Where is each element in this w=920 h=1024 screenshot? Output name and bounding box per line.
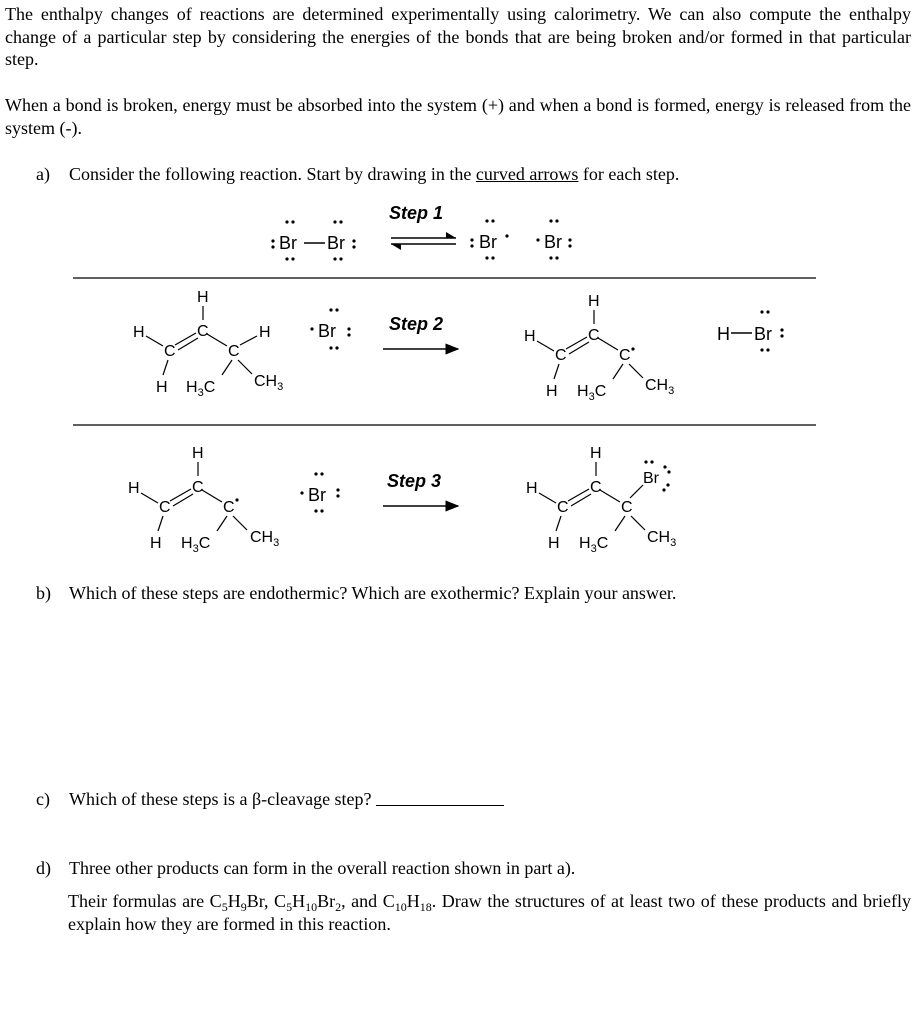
bromine-radical-step3 bbox=[300, 472, 339, 512]
ch3-group: $CH_3$ bbox=[645, 377, 675, 397]
c-atom: C bbox=[228, 343, 240, 360]
c-atom: C bbox=[159, 499, 171, 516]
allylic-radical-reactant bbox=[128, 445, 279, 555]
c-atom: C bbox=[588, 327, 600, 344]
question-c-text bbox=[69, 788, 504, 811]
h3c-group: $H_3C$ bbox=[577, 383, 607, 403]
brominated-product bbox=[526, 445, 676, 555]
intro-paragraph-2: When a bond is broken, energy must be absorbed into the system (+) and when a bond is formed, energy is released from the system (-). bbox=[5, 95, 911, 138]
c-atom: C bbox=[164, 343, 176, 360]
c-atom: C bbox=[557, 499, 569, 516]
step-2-row bbox=[133, 289, 784, 403]
step-3-label: Step 3 bbox=[387, 471, 442, 491]
c-atom: C bbox=[621, 499, 633, 516]
question-d-formulas: Their formulas are $C_5H_9Br$, $C_5H_{10}Br_2$, and $C_{10}H_{18}$. Draw the structures of at least two of these products and briefly explain how they are formed in this reaction. bbox=[68, 891, 912, 934]
h3c-group: $H_3C$ bbox=[186, 379, 216, 399]
br-atom-right: Br bbox=[327, 233, 345, 253]
intro-paragraph-1: The enthalpy changes of reactions are determined experimentally using calorimetry. We can also compute the enthalpy change of a particular step by considering the energies of the bonds that are being broken and/or formed in that particular step. bbox=[5, 4, 911, 69]
ch3-group: $CH_3$ bbox=[250, 529, 280, 549]
step-1-label: Step 1 bbox=[389, 203, 444, 223]
h-atom: H bbox=[548, 535, 560, 552]
c-atom: C bbox=[555, 347, 567, 364]
question-d-line1: Three other products can form in the overall reaction shown in part a). bbox=[69, 858, 576, 878]
question-d-label: d) bbox=[36, 858, 51, 878]
c-atom: C bbox=[590, 479, 602, 496]
bromine-molecule bbox=[271, 220, 355, 260]
question-b-text: Which of these steps are endothermic? Which are exothermic? Explain your answer. bbox=[69, 583, 677, 603]
h-atom: H bbox=[546, 383, 558, 400]
c-atom: C bbox=[223, 499, 235, 516]
br-atom-left: Br bbox=[279, 233, 297, 253]
equilibrium-arrow bbox=[391, 232, 456, 250]
ch3-group: $CH_3$ bbox=[254, 373, 284, 393]
c-atom: C bbox=[192, 479, 204, 496]
curved-arrows-underlined: curved arrows bbox=[475, 164, 579, 184]
allylic-radical-product bbox=[524, 293, 674, 403]
h-atom: H bbox=[526, 480, 538, 497]
reaction-scheme bbox=[0, 190, 920, 560]
h-atom: H bbox=[128, 480, 140, 497]
br-atom: Br bbox=[318, 321, 336, 341]
h-atom: H bbox=[192, 445, 204, 462]
br-radical-atom: Br bbox=[479, 232, 497, 252]
h-atom: H bbox=[717, 324, 730, 344]
alkene-reactant bbox=[133, 289, 283, 399]
answer-blank[interactable] bbox=[376, 789, 504, 806]
question-a-text-start: Consider the following reaction. Start by drawing in the bbox=[69, 164, 476, 184]
br-atom: Br bbox=[643, 470, 659, 487]
h-atom: H bbox=[150, 535, 162, 552]
question-a-text-end: for each step. bbox=[578, 164, 680, 184]
step-3-row bbox=[128, 445, 676, 555]
question-b-label: b) bbox=[36, 583, 51, 603]
bromine-radical-2 bbox=[536, 219, 571, 259]
question-c-prompt: Which of these steps is a β-cleavage step? bbox=[69, 789, 372, 809]
br-atom: Br bbox=[754, 324, 772, 344]
ch3-group: $CH_3$ bbox=[647, 529, 677, 549]
br-atom: Br bbox=[308, 485, 326, 505]
h-atom: H bbox=[133, 324, 145, 341]
c-atom: C bbox=[619, 347, 631, 364]
step-1-row bbox=[271, 203, 571, 261]
c-atom: C bbox=[197, 323, 209, 340]
question-c-label: c) bbox=[36, 789, 50, 809]
br-radical-atom: Br bbox=[544, 232, 562, 252]
h3c-group: $H_3C$ bbox=[181, 535, 211, 555]
h-atom: H bbox=[588, 293, 600, 310]
question-a-text bbox=[69, 163, 679, 186]
h-atom: H bbox=[259, 324, 271, 341]
h-atom: H bbox=[590, 445, 602, 462]
hydrogen-bromide bbox=[717, 310, 784, 351]
h3c-group: $H_3C$ bbox=[579, 535, 609, 555]
h-atom: H bbox=[156, 379, 168, 396]
h-atom: H bbox=[197, 289, 209, 306]
bromine-radical-1 bbox=[470, 219, 508, 259]
h-atom: H bbox=[524, 328, 536, 345]
bromine-radical-step2 bbox=[310, 308, 350, 349]
question-a-label: a) bbox=[36, 164, 50, 184]
step-2-label: Step 2 bbox=[389, 314, 444, 334]
